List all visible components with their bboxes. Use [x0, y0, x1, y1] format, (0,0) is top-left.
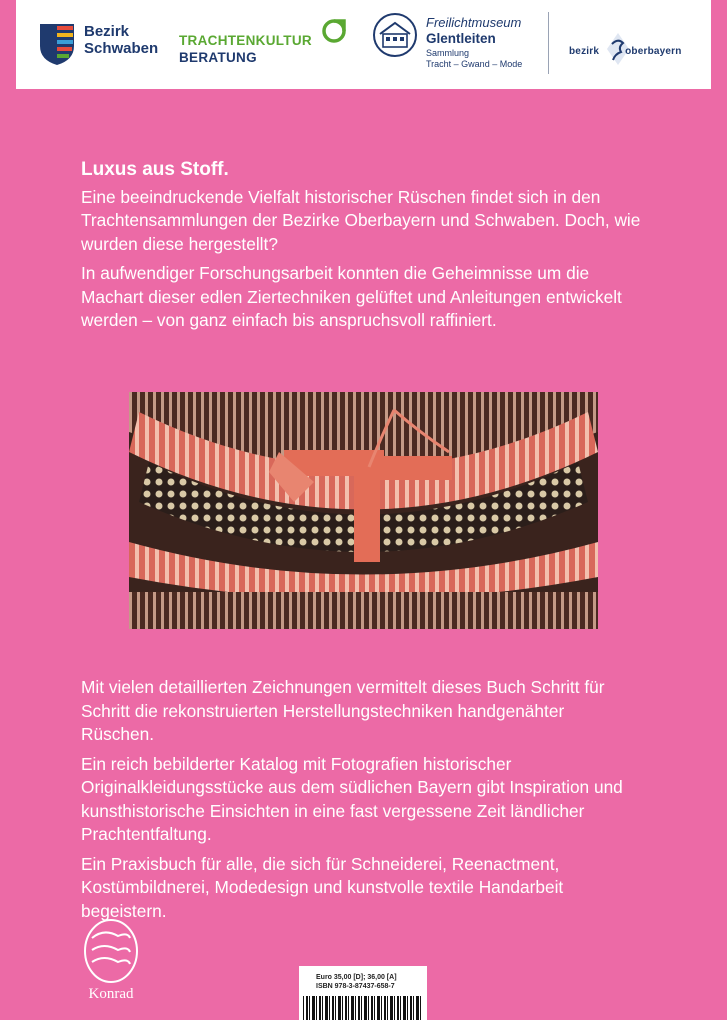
- price-label: Euro 35,00 [D]; 36,00 [A]: [316, 974, 397, 981]
- trachtenkultur-line2: BERATUNG: [179, 50, 257, 65]
- bezirk-schwaben-logo-text: [84, 23, 158, 57]
- isbn-label: ISBN 978-3-87437-658-7: [316, 983, 395, 990]
- bezirk-oberbayern-logo-text: [569, 46, 682, 57]
- logo-bar: [16, 0, 711, 89]
- freilichtmuseum-logo-text: [426, 15, 522, 70]
- bezirk-schwaben-crest-icon: [38, 22, 76, 66]
- intro-paragraph: In aufwendiger Forschungsarbeit konnten die Geheimnisse um die Machart dieser edlen Ziertechniken gelüftet und Anleitungen entwickelt werden – von ganz einfach bis anspruchsvoll raffiniert.: [81, 263, 622, 330]
- intro-paragraph: Eine beeindruckende Vielfalt historischer Rüschen findet sich in den Trachtensammlungen der Bezirke Oberbayern und Schwaben. Doch, wie wurden diese hergestellt?: [81, 186, 641, 254]
- konrad-publisher-emblem-icon: [82, 918, 140, 984]
- body-paragraph: Ein Praxisbuch für alle, die sich für Schneiderei, Reenactment, Kostümbildnerei, Modedesign und kunstvolle textile Handarbeit begeistern.: [81, 853, 564, 921]
- freilichtmuseum-line2: Glentleiten: [426, 31, 496, 46]
- logo-divider: [548, 12, 549, 74]
- freilichtmuseum-line1: Freilichtmuseum: [426, 15, 522, 30]
- barcode-box: [299, 966, 427, 1020]
- trachtenkultur-logo-text: [179, 32, 312, 66]
- body-paragraph: Mit vielen detaillierten Zeichnungen vermittelt dieses Buch Schritt für Schritt die rekonstruierten Herstellungstechniken handgenähter Rüschen.: [81, 677, 605, 744]
- museum-house-icon: [372, 12, 418, 58]
- body-text: [81, 676, 641, 929]
- intro-text: [81, 158, 641, 339]
- costume-bodice-photo: [129, 392, 598, 629]
- bezirk-oberbayern-word1: bezirk: [569, 46, 600, 57]
- bezirk-oberbayern-word2: oberbayern: [625, 46, 682, 57]
- freilichtmuseum-line3: Sammlung: [426, 48, 470, 58]
- trachtenkultur-line1: TRACHTENKULTUR: [179, 33, 312, 48]
- publisher-name: Konrad: [88, 986, 134, 1002]
- body-paragraph: Ein reich bebilderter Katalog mit Fotografien historischer Originalkleidungsstücke aus dem südlichen Bayern gibt Inspiration und kunsthistorische Einsichten in eine fast vergessene Zeit ländlicher Prachtentfaltung.: [81, 753, 623, 844]
- bezirk-schwaben-line2: Schwaben: [84, 40, 159, 57]
- leaf-icon: [321, 18, 347, 46]
- bezirk-schwaben-line1: Bezirk: [84, 23, 130, 40]
- cover-heading: Luxus aus Stoff.: [81, 159, 229, 180]
- barcode-icon: [303, 996, 423, 1020]
- freilichtmuseum-line4: Tracht – Gwand – Mode: [426, 59, 523, 69]
